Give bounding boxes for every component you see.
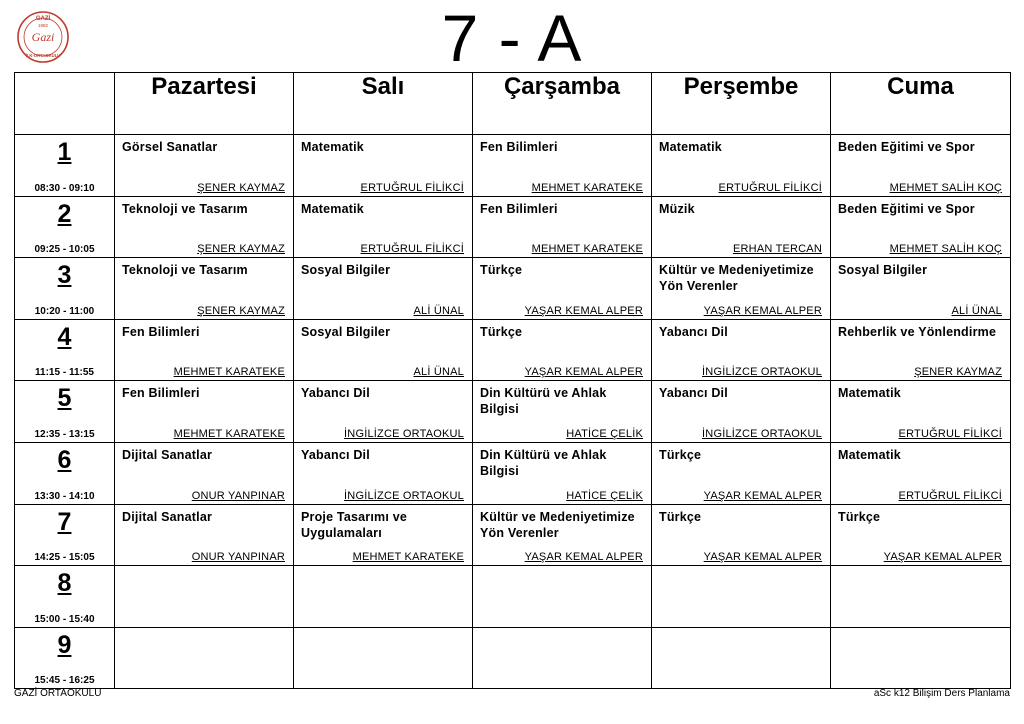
lesson-teacher: MEHMET KARATEKE bbox=[173, 366, 285, 379]
lesson-content bbox=[294, 566, 472, 627]
lesson-content bbox=[294, 628, 472, 689]
lesson-cell bbox=[831, 627, 1011, 689]
lesson-teacher: ERHAN TERCAN bbox=[733, 243, 822, 256]
lesson-cell bbox=[652, 566, 831, 628]
lesson-subject: Teknoloji ve Tasarım bbox=[122, 263, 248, 278]
lesson-content bbox=[294, 135, 472, 196]
lesson-content bbox=[831, 443, 1010, 504]
lesson-cell bbox=[115, 258, 294, 320]
period-row bbox=[15, 627, 1011, 689]
page-title: 7 - A bbox=[441, 1, 583, 75]
period-row bbox=[15, 381, 1011, 443]
lesson-cell bbox=[473, 319, 652, 381]
lesson-teacher: MEHMET KARATEKE bbox=[352, 551, 464, 564]
period-label bbox=[15, 505, 114, 566]
lesson-subject: Türkçe bbox=[480, 324, 523, 339]
period-row bbox=[15, 566, 1011, 628]
lesson-subject: Yabancı Dil bbox=[659, 324, 728, 339]
lesson-teacher: ŞENER KAYMAZ bbox=[197, 304, 285, 317]
lesson-teacher: ŞENER KAYMAZ bbox=[197, 243, 285, 256]
lesson-cell bbox=[652, 442, 831, 504]
lesson-subject: Proje Tasarımı ve Uygulamaları bbox=[301, 509, 408, 540]
lesson-teacher: MEHMET SALİH KOÇ bbox=[889, 243, 1002, 256]
lesson-cell bbox=[473, 566, 652, 628]
lesson-content bbox=[473, 258, 651, 319]
lesson-cell bbox=[831, 258, 1011, 320]
lesson-teacher: HATİCE ÇELİK bbox=[566, 489, 643, 502]
lesson-subject: Kültür ve Medeniyetimize Yön Verenler bbox=[659, 263, 814, 294]
lesson-content bbox=[294, 197, 472, 258]
lesson-teacher: YAŞAR KEMAL ALPER bbox=[703, 489, 822, 502]
period-label bbox=[15, 443, 114, 504]
lesson-teacher: İNGİLİZCE ORTAOKUL bbox=[702, 366, 822, 379]
period-number: 9 bbox=[57, 630, 72, 659]
period-row bbox=[15, 258, 1011, 320]
lesson-teacher: İNGİLİZCE ORTAOKUL bbox=[702, 427, 822, 440]
lesson-subject: Türkçe bbox=[659, 509, 702, 524]
lesson-teacher: YAŞAR KEMAL ALPER bbox=[524, 304, 643, 317]
lesson-teacher: İNGİLİZCE ORTAOKUL bbox=[344, 489, 464, 502]
lesson-cell bbox=[115, 627, 294, 689]
lesson-cell bbox=[831, 504, 1011, 566]
lesson-cell bbox=[115, 196, 294, 258]
period-label bbox=[15, 566, 114, 627]
lesson-subject: Yabancı Dil bbox=[659, 386, 728, 401]
lesson-subject: Fen Bilimleri bbox=[480, 140, 558, 154]
lesson-teacher: YAŞAR KEMAL ALPER bbox=[703, 551, 822, 564]
seal-script-text: Gazi bbox=[31, 30, 55, 44]
lesson-cell bbox=[115, 135, 294, 197]
period-time: 12:35 - 13:15 bbox=[34, 428, 95, 440]
lesson-cell bbox=[294, 442, 473, 504]
lesson-content bbox=[652, 258, 830, 319]
lesson-teacher: YAŞAR KEMAL ALPER bbox=[524, 551, 643, 564]
lesson-subject: Dijital Sanatlar bbox=[122, 509, 213, 524]
lesson-teacher: ALİ ÜNAL bbox=[951, 304, 1002, 317]
period-cell bbox=[15, 504, 115, 566]
lesson-cell bbox=[294, 627, 473, 689]
lesson-teacher: ŞENER KAYMAZ bbox=[914, 366, 1002, 379]
lesson-content bbox=[652, 443, 830, 504]
lesson-content bbox=[115, 628, 293, 689]
period-label bbox=[15, 197, 114, 258]
footer-software-name: aSc k12 Bilişim Ders Planlama bbox=[873, 688, 1010, 699]
period-time: 09:25 - 10:05 bbox=[34, 244, 95, 256]
lesson-cell bbox=[652, 627, 831, 689]
lesson-teacher: MEHMET SALİH KOÇ bbox=[889, 181, 1002, 194]
lesson-content bbox=[473, 443, 651, 504]
lesson-subject: Türkçe bbox=[838, 509, 881, 524]
lesson-content bbox=[115, 135, 293, 196]
lesson-teacher: ALİ ÜNAL bbox=[413, 304, 464, 317]
lesson-content bbox=[652, 381, 830, 442]
lesson-content bbox=[831, 197, 1010, 258]
lesson-subject: Matematik bbox=[838, 447, 901, 462]
lesson-subject: Fen Bilimleri bbox=[122, 324, 200, 339]
timetable bbox=[14, 72, 1011, 689]
lesson-content bbox=[831, 505, 1010, 566]
period-cell bbox=[15, 442, 115, 504]
lesson-subject: Din Kültürü ve Ahlak Bilgisi bbox=[480, 447, 607, 478]
day-header-row bbox=[15, 73, 1011, 135]
period-cell bbox=[15, 258, 115, 320]
lesson-content bbox=[473, 566, 651, 627]
lesson-cell bbox=[652, 504, 831, 566]
lesson-cell bbox=[473, 258, 652, 320]
lesson-content bbox=[473, 628, 651, 689]
period-label bbox=[15, 258, 114, 319]
period-number: 7 bbox=[57, 507, 72, 536]
lesson-content bbox=[115, 197, 293, 258]
lesson-teacher: ERTUĞRUL FİLİKCİ bbox=[360, 243, 464, 256]
lesson-teacher: ŞENER KAYMAZ bbox=[197, 181, 285, 194]
lesson-cell bbox=[294, 381, 473, 443]
lesson-subject: Matematik bbox=[301, 140, 364, 154]
lesson-teacher: ERTUĞRUL FİLİKCİ bbox=[718, 181, 822, 194]
lesson-content bbox=[831, 320, 1010, 381]
lesson-content bbox=[652, 320, 830, 381]
period-cell bbox=[15, 381, 115, 443]
lesson-content bbox=[831, 258, 1010, 319]
lesson-cell bbox=[473, 135, 652, 197]
period-time: 15:00 - 15:40 bbox=[34, 613, 95, 625]
footer-school-name: GAZİ ORTAOKULU bbox=[14, 688, 102, 699]
lesson-content bbox=[294, 443, 472, 504]
lesson-teacher: MEHMET KARATEKE bbox=[173, 427, 285, 440]
lesson-subject: Matematik bbox=[659, 140, 722, 154]
lesson-teacher: ERTUĞRUL FİLİKCİ bbox=[360, 181, 464, 194]
period-row bbox=[15, 196, 1011, 258]
lesson-teacher: YAŞAR KEMAL ALPER bbox=[524, 366, 643, 379]
lesson-subject: Dijital Sanatlar bbox=[122, 447, 213, 462]
period-cell bbox=[15, 566, 115, 628]
period-label bbox=[15, 135, 114, 196]
seal-year-text: 1982 bbox=[37, 23, 49, 28]
period-row bbox=[15, 135, 1011, 197]
lesson-cell bbox=[294, 258, 473, 320]
lesson-cell bbox=[115, 566, 294, 628]
lesson-cell bbox=[473, 627, 652, 689]
lesson-content bbox=[115, 566, 293, 627]
lesson-teacher: ERTUĞRUL FİLİKCİ bbox=[898, 489, 1002, 502]
seal-top-text: GAZİ bbox=[35, 16, 51, 22]
period-number: 6 bbox=[57, 445, 72, 474]
lesson-cell bbox=[652, 258, 831, 320]
lesson-teacher: ERTUĞRUL FİLİKCİ bbox=[898, 427, 1002, 440]
period-time: 11:15 - 11:55 bbox=[35, 367, 94, 379]
lesson-cell bbox=[652, 319, 831, 381]
lesson-content bbox=[831, 628, 1010, 689]
lesson-subject: Sosyal Bilgiler bbox=[301, 324, 391, 339]
lesson-teacher: ONUR YANPINAR bbox=[191, 551, 285, 564]
lesson-content bbox=[294, 320, 472, 381]
lesson-subject: Rehberlik ve Yönlendirme bbox=[838, 324, 997, 339]
lesson-content bbox=[473, 320, 651, 381]
lesson-content bbox=[473, 197, 651, 258]
lesson-cell bbox=[115, 504, 294, 566]
period-label bbox=[15, 628, 114, 689]
lesson-content bbox=[294, 381, 472, 442]
period-number: 3 bbox=[57, 261, 72, 290]
lesson-teacher: HATİCE ÇELİK bbox=[566, 427, 643, 440]
day-header-tuesday: Salı bbox=[294, 73, 473, 135]
lesson-teacher: MEHMET KARATEKE bbox=[531, 181, 643, 194]
period-number: 2 bbox=[57, 199, 72, 228]
day-header-monday: Pazartesi bbox=[115, 73, 294, 135]
lesson-cell bbox=[831, 135, 1011, 197]
period-cell bbox=[15, 135, 115, 197]
lesson-content bbox=[115, 381, 293, 442]
lesson-cell bbox=[473, 196, 652, 258]
lesson-subject: Matematik bbox=[301, 201, 364, 216]
lesson-cell bbox=[473, 504, 652, 566]
lesson-subject: Matematik bbox=[838, 386, 901, 401]
seal-bottom-text: İLK-ORTAOKULU bbox=[25, 53, 61, 58]
lesson-subject: Beden Eğitimi ve Spor bbox=[838, 140, 975, 154]
period-label bbox=[15, 381, 114, 442]
period-time: 15:45 - 16:25 bbox=[34, 675, 95, 687]
lesson-content bbox=[652, 628, 830, 689]
period-row bbox=[15, 504, 1011, 566]
lesson-cell bbox=[294, 135, 473, 197]
lesson-cell bbox=[831, 196, 1011, 258]
lesson-subject: Müzik bbox=[659, 201, 695, 216]
lesson-content bbox=[831, 566, 1010, 627]
lesson-content bbox=[652, 566, 830, 627]
lesson-content bbox=[473, 381, 651, 442]
lesson-content bbox=[652, 505, 830, 566]
lesson-subject: Fen Bilimleri bbox=[122, 386, 200, 401]
lesson-content bbox=[473, 505, 651, 566]
period-number: 5 bbox=[57, 384, 72, 413]
period-time: 14:25 - 15:05 bbox=[34, 552, 95, 564]
lesson-content bbox=[831, 381, 1010, 442]
lesson-subject: Sosyal Bilgiler bbox=[838, 263, 928, 278]
lesson-content bbox=[115, 443, 293, 504]
lesson-subject: Kültür ve Medeniyetimize Yön Verenler bbox=[480, 509, 635, 540]
period-number: 1 bbox=[57, 138, 72, 166]
lesson-cell bbox=[831, 381, 1011, 443]
corner-cell bbox=[15, 73, 115, 135]
lesson-content bbox=[115, 258, 293, 319]
period-time: 10:20 - 11:00 bbox=[34, 305, 95, 317]
lesson-cell bbox=[294, 504, 473, 566]
lesson-cell bbox=[294, 566, 473, 628]
lesson-cell bbox=[115, 381, 294, 443]
lesson-content bbox=[294, 258, 472, 319]
lesson-subject: Din Kültürü ve Ahlak Bilgisi bbox=[480, 386, 607, 417]
period-time: 08:30 - 09:10 bbox=[34, 182, 95, 194]
lesson-teacher: İNGİLİZCE ORTAOKUL bbox=[344, 427, 464, 440]
lesson-content bbox=[652, 135, 830, 196]
lesson-cell bbox=[294, 319, 473, 381]
lesson-subject: Fen Bilimleri bbox=[480, 201, 558, 216]
lesson-teacher: ALİ ÜNAL bbox=[413, 366, 464, 379]
day-header-wednesday: Çarşamba bbox=[473, 73, 652, 135]
lesson-cell bbox=[473, 381, 652, 443]
lesson-subject: Yabancı Dil bbox=[301, 447, 370, 462]
lesson-cell bbox=[294, 196, 473, 258]
lesson-cell bbox=[473, 442, 652, 504]
lesson-cell bbox=[652, 135, 831, 197]
lesson-cell bbox=[652, 196, 831, 258]
lesson-content bbox=[115, 505, 293, 566]
lesson-subject: Türkçe bbox=[659, 447, 702, 462]
lesson-cell bbox=[831, 442, 1011, 504]
lesson-content bbox=[831, 135, 1010, 196]
period-row bbox=[15, 319, 1011, 381]
day-header-thursday: Perşembe bbox=[652, 73, 831, 135]
lesson-cell bbox=[115, 442, 294, 504]
lesson-cell bbox=[115, 319, 294, 381]
lesson-teacher: MEHMET KARATEKE bbox=[531, 243, 643, 256]
lesson-subject: Görsel Sanatlar bbox=[122, 140, 218, 154]
period-time: 13:30 - 14:10 bbox=[34, 490, 95, 502]
period-label bbox=[15, 320, 114, 381]
lesson-content bbox=[473, 135, 651, 196]
period-number: 8 bbox=[57, 569, 72, 598]
lesson-content bbox=[115, 320, 293, 381]
lesson-cell bbox=[652, 381, 831, 443]
lesson-teacher: ONUR YANPINAR bbox=[191, 489, 285, 502]
period-row bbox=[15, 442, 1011, 504]
lesson-subject: Beden Eğitimi ve Spor bbox=[838, 201, 975, 216]
lesson-cell bbox=[831, 319, 1011, 381]
period-cell bbox=[15, 627, 115, 689]
period-cell bbox=[15, 319, 115, 381]
lesson-content bbox=[652, 197, 830, 258]
day-header-friday: Cuma bbox=[831, 73, 1011, 135]
lesson-subject: Türkçe bbox=[480, 263, 523, 278]
lesson-subject: Teknoloji ve Tasarım bbox=[122, 201, 248, 216]
lesson-teacher: YAŞAR KEMAL ALPER bbox=[703, 304, 822, 317]
lesson-content bbox=[294, 505, 472, 566]
lesson-subject: Yabancı Dil bbox=[301, 386, 370, 401]
lesson-teacher: YAŞAR KEMAL ALPER bbox=[883, 551, 1002, 564]
lesson-subject: Sosyal Bilgiler bbox=[301, 263, 391, 278]
lesson-cell bbox=[831, 566, 1011, 628]
period-number: 4 bbox=[57, 322, 72, 351]
period-cell bbox=[15, 196, 115, 258]
